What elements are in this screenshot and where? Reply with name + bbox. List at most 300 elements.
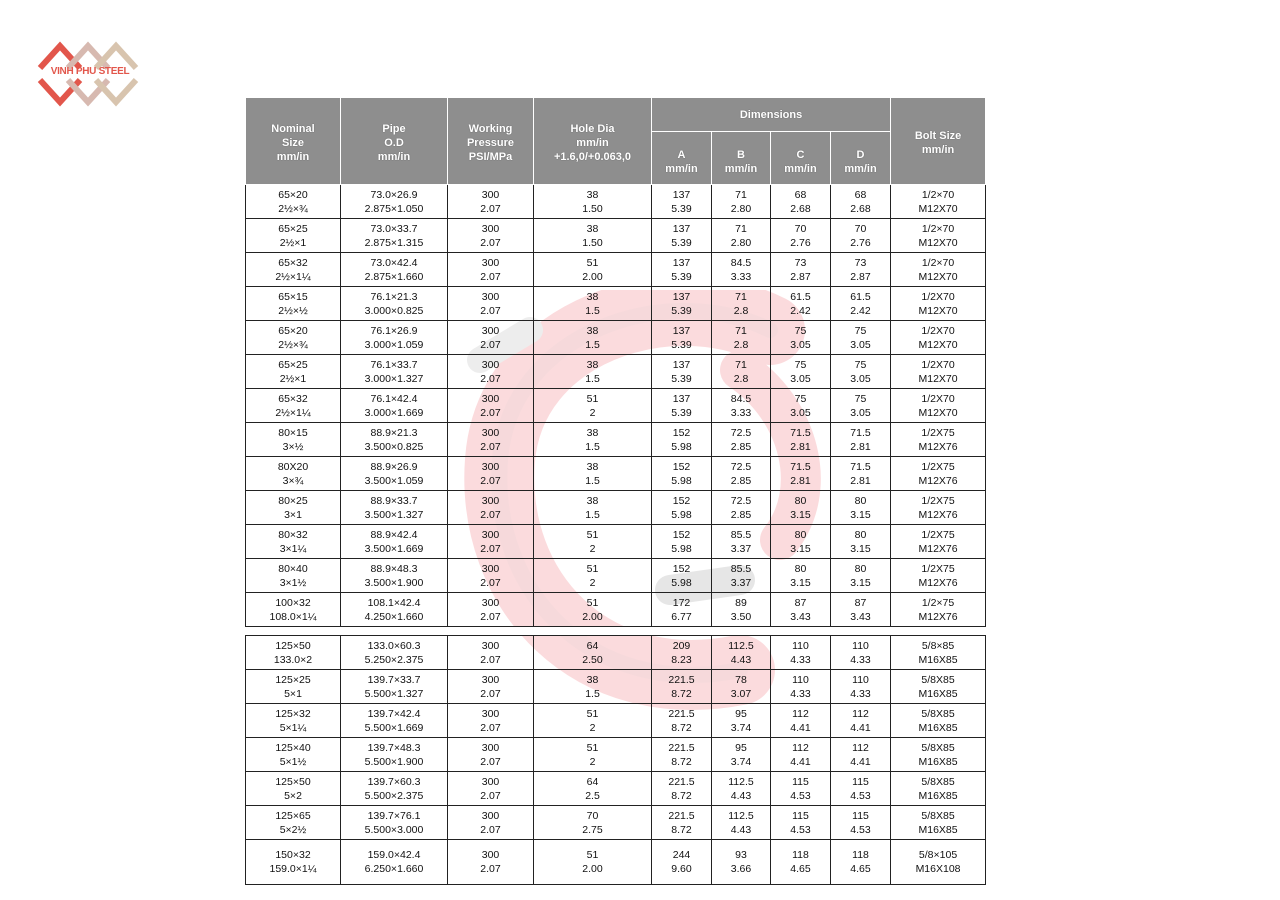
cell-value: 2½×¾ bbox=[278, 202, 308, 215]
cell-value: 2.07 bbox=[480, 474, 501, 487]
cell-value: 2.07 bbox=[480, 863, 501, 875]
cell-value: 4.33 bbox=[790, 687, 811, 700]
cell-value: 2.07 bbox=[480, 372, 501, 385]
cell-c bbox=[771, 772, 831, 806]
cell-value: 2.07 bbox=[480, 338, 501, 351]
cell-d bbox=[831, 738, 891, 772]
cell-value: 5×1¼ bbox=[279, 721, 307, 734]
cell-value: M12X70 bbox=[918, 304, 958, 317]
table-row bbox=[246, 704, 986, 738]
cell-value: 71 bbox=[735, 290, 747, 303]
cell-value: 4.43 bbox=[730, 789, 752, 802]
cell-value: 6.77 bbox=[671, 610, 692, 623]
header-dim-c: C mm/in bbox=[771, 132, 831, 185]
cell-value: 4.53 bbox=[790, 823, 811, 836]
cell-value: 71.5 bbox=[850, 460, 871, 473]
cell-b bbox=[712, 636, 771, 670]
cell-value: 65×32 bbox=[278, 392, 308, 405]
cell-value: 5.500×1.900 bbox=[364, 755, 424, 768]
cell-od bbox=[341, 185, 448, 219]
cell-value: 68 bbox=[854, 188, 867, 201]
cell-nominal bbox=[246, 840, 341, 885]
cell-value: 4.41 bbox=[850, 755, 871, 768]
cell-b bbox=[712, 670, 771, 704]
cell-value: 76.1×21.3 bbox=[370, 290, 418, 303]
cell-hole bbox=[534, 355, 652, 389]
cell-hole bbox=[534, 423, 652, 457]
cell-value: 80X20 bbox=[277, 460, 309, 473]
table-row bbox=[246, 423, 986, 457]
cell-value: 300 bbox=[481, 494, 500, 507]
cell-value: 221.5 bbox=[668, 707, 695, 720]
cell-value: 2.80 bbox=[730, 202, 752, 215]
cell-hole bbox=[534, 457, 652, 491]
cell-value: 3.33 bbox=[730, 270, 752, 283]
cell-value: M12X76 bbox=[918, 542, 958, 555]
cell-value: 76.1×26.9 bbox=[370, 324, 418, 337]
cell-bolt bbox=[891, 840, 986, 885]
cell-value: 3.43 bbox=[850, 610, 871, 623]
cell-value: 38 bbox=[586, 460, 599, 473]
cell-value: 112.5 bbox=[728, 639, 754, 652]
cell-value: 2.87 bbox=[850, 270, 871, 283]
cell-a bbox=[652, 423, 712, 457]
cell-value: 2.75 bbox=[582, 823, 603, 836]
cell-value: M12X76 bbox=[918, 508, 958, 521]
cell-value: 3.000×1.327 bbox=[364, 372, 424, 385]
cell-value: 5.39 bbox=[671, 338, 692, 351]
cell-value: 3.500×1.900 bbox=[364, 576, 424, 589]
cell-od bbox=[341, 389, 448, 423]
cell-c bbox=[771, 389, 831, 423]
cell-value: 78 bbox=[735, 673, 747, 686]
cell-value: 65×15 bbox=[278, 290, 308, 303]
cell-value: 2.68 bbox=[790, 202, 811, 215]
cell-od bbox=[341, 491, 448, 525]
cell-value: 80×32 bbox=[278, 528, 308, 541]
cell-value: 4.41 bbox=[790, 721, 811, 734]
cell-nominal bbox=[246, 321, 341, 355]
cell-value: 5.500×1.327 bbox=[364, 687, 424, 700]
table-row bbox=[246, 738, 986, 772]
cell-value: 221.5 bbox=[668, 809, 695, 822]
cell-b bbox=[712, 389, 771, 423]
cell-value: 300 bbox=[481, 188, 500, 201]
cell-value: 1/2×70 bbox=[921, 222, 955, 235]
spec-table-body bbox=[246, 185, 986, 885]
cell-value: 112 bbox=[852, 741, 869, 754]
cell-value: 5/8X85 bbox=[921, 741, 955, 754]
cell-value: 65×25 bbox=[278, 358, 308, 371]
cell-od bbox=[341, 287, 448, 321]
cell-value: 2.87 bbox=[790, 270, 811, 283]
cell-value: 2.76 bbox=[850, 236, 871, 249]
cell-bolt bbox=[891, 219, 986, 253]
cell-value: 2 bbox=[589, 542, 596, 555]
cell-pressure bbox=[448, 670, 534, 704]
cell-value: 2.07 bbox=[480, 721, 501, 734]
cell-hole bbox=[534, 593, 652, 627]
cell-value: 1/2×70 bbox=[921, 256, 955, 269]
cell-value: 3.33 bbox=[730, 406, 752, 419]
cell-value: 137 bbox=[672, 256, 691, 269]
cell-c bbox=[771, 287, 831, 321]
cell-value: 61.5 bbox=[850, 290, 871, 303]
cell-value: 2.07 bbox=[480, 304, 501, 317]
cell-bolt bbox=[891, 559, 986, 593]
cell-value: 2.80 bbox=[730, 236, 752, 249]
cell-value: 112 bbox=[792, 707, 809, 720]
cell-value: 5/8×85 bbox=[921, 639, 955, 652]
table-row bbox=[246, 491, 986, 525]
cell-nominal bbox=[246, 491, 341, 525]
cell-value: M12X76 bbox=[918, 610, 958, 623]
cell-value: 1/2X70 bbox=[921, 324, 955, 337]
cell-value: 1/2X75 bbox=[921, 528, 955, 541]
cell-hole bbox=[534, 806, 652, 840]
header-dim-d: D mm/in bbox=[831, 132, 891, 185]
cell-value: 8.72 bbox=[671, 755, 692, 768]
cell-value: 4.53 bbox=[790, 789, 811, 802]
cell-value: 5×1 bbox=[284, 687, 302, 700]
cell-value: M12X70 bbox=[918, 270, 958, 283]
cell-value: 8.72 bbox=[671, 721, 692, 734]
cell-value: 2.81 bbox=[790, 474, 811, 487]
cell-d bbox=[831, 840, 891, 885]
cell-value: 38 bbox=[586, 358, 599, 371]
cell-value: 3.05 bbox=[850, 372, 871, 385]
cell-nominal bbox=[246, 457, 341, 491]
cell-value: 72.5 bbox=[730, 494, 752, 507]
header-dim-a: A mm/in bbox=[652, 132, 712, 185]
cell-value: 3×1¼ bbox=[279, 542, 307, 555]
cell-a bbox=[652, 321, 712, 355]
cell-value: 72.5 bbox=[730, 460, 752, 473]
cell-value: 71 bbox=[735, 358, 747, 371]
cell-value: 38 bbox=[586, 426, 599, 439]
header-bolt-size: Bolt Size mm/in bbox=[891, 98, 986, 185]
cell-hole bbox=[534, 389, 652, 423]
cell-value: 71.5 bbox=[850, 426, 871, 439]
cell-value: 4.43 bbox=[730, 653, 752, 666]
cell-bolt bbox=[891, 423, 986, 457]
table-row bbox=[246, 525, 986, 559]
cell-value: 300 bbox=[481, 528, 500, 541]
cell-nominal bbox=[246, 185, 341, 219]
cell-value: 112.5 bbox=[728, 775, 754, 788]
cell-value: 65×25 bbox=[278, 222, 308, 235]
cell-d bbox=[831, 704, 891, 738]
cell-value: 2.07 bbox=[480, 508, 501, 521]
cell-value: 300 bbox=[481, 324, 500, 337]
cell-value: 2.07 bbox=[480, 823, 501, 836]
cell-a bbox=[652, 840, 712, 885]
cell-value: 87 bbox=[794, 596, 807, 609]
cell-value: 3.50 bbox=[730, 610, 752, 623]
cell-value: 1/2X75 bbox=[921, 494, 955, 507]
cell-value: 88.9×33.7 bbox=[370, 494, 418, 507]
cell-value: 3×1 bbox=[284, 508, 302, 521]
cell-value: 51 bbox=[586, 528, 599, 541]
cell-pressure bbox=[448, 806, 534, 840]
cell-c bbox=[771, 491, 831, 525]
cell-d bbox=[831, 253, 891, 287]
cell-value: 38 bbox=[586, 222, 599, 235]
cell-bolt bbox=[891, 772, 986, 806]
cell-value: M12X70 bbox=[918, 202, 958, 215]
cell-value: 85.5 bbox=[730, 562, 752, 575]
table-section-gap bbox=[246, 627, 986, 636]
cell-value: 139.7×33.7 bbox=[367, 673, 421, 686]
cell-value: 4.250×1.660 bbox=[364, 610, 424, 623]
cell-value: 108.1×42.4 bbox=[367, 596, 421, 609]
cell-b bbox=[712, 219, 771, 253]
cell-d bbox=[831, 525, 891, 559]
cell-value: 70 bbox=[854, 222, 867, 235]
cell-value: 2.81 bbox=[790, 440, 811, 453]
cell-value: 2.875×1.660 bbox=[364, 270, 424, 283]
cell-value: 80×15 bbox=[278, 426, 308, 439]
cell-value: 137 bbox=[672, 324, 691, 337]
cell-value: 2.07 bbox=[480, 406, 501, 419]
cell-value: 1.5 bbox=[585, 338, 600, 351]
vinh-phu-steel-logo bbox=[36, 38, 144, 108]
cell-value: 5.98 bbox=[671, 440, 692, 453]
cell-nominal bbox=[246, 559, 341, 593]
cell-hole bbox=[534, 840, 652, 885]
cell-value: 5.500×1.669 bbox=[364, 721, 424, 734]
cell-value: 88.9×48.3 bbox=[370, 562, 418, 575]
cell-value: 112.5 bbox=[728, 809, 754, 822]
cell-b bbox=[712, 704, 771, 738]
cell-value: 51 bbox=[586, 392, 599, 405]
cell-od bbox=[341, 321, 448, 355]
cell-value: M12X70 bbox=[918, 372, 958, 385]
cell-value: 5.39 bbox=[671, 304, 692, 317]
cell-value: 80 bbox=[794, 562, 807, 575]
cell-pressure bbox=[448, 457, 534, 491]
cell-hole bbox=[534, 287, 652, 321]
cell-a bbox=[652, 219, 712, 253]
cell-nominal bbox=[246, 389, 341, 423]
cell-value: 115 bbox=[852, 809, 869, 822]
cell-a bbox=[652, 593, 712, 627]
cell-value: 300 bbox=[481, 290, 500, 303]
cell-value: 4.33 bbox=[850, 687, 871, 700]
cell-a bbox=[652, 389, 712, 423]
cell-value: 2.8 bbox=[733, 338, 749, 351]
cell-value: 80 bbox=[794, 528, 807, 541]
cell-a bbox=[652, 806, 712, 840]
cell-value: 125×50 bbox=[275, 639, 311, 652]
cell-value: 3.05 bbox=[790, 406, 811, 419]
cell-value: 2.07 bbox=[480, 687, 501, 700]
cell-value: 80 bbox=[794, 494, 807, 507]
cell-od bbox=[341, 704, 448, 738]
cell-b bbox=[712, 321, 771, 355]
cell-value: M16X85 bbox=[918, 789, 958, 802]
cell-value: 108.0×1¼ bbox=[269, 610, 317, 623]
cell-hole bbox=[534, 525, 652, 559]
cell-value: 80 bbox=[854, 528, 867, 541]
cell-value: M12X70 bbox=[918, 338, 958, 351]
cell-od bbox=[341, 840, 448, 885]
cell-value: 2.00 bbox=[582, 863, 603, 875]
cell-value: 159.0×42.4 bbox=[367, 849, 421, 861]
cell-bolt bbox=[891, 525, 986, 559]
cell-pressure bbox=[448, 389, 534, 423]
cell-value: 6.250×1.660 bbox=[364, 863, 424, 875]
cell-nominal bbox=[246, 738, 341, 772]
cell-value: 2.85 bbox=[730, 508, 752, 521]
cell-value: 5.98 bbox=[671, 542, 692, 555]
cell-value: 3.66 bbox=[730, 863, 752, 875]
cell-value: 4.41 bbox=[790, 755, 811, 768]
table-row bbox=[246, 559, 986, 593]
cell-c bbox=[771, 738, 831, 772]
cell-value: 3.000×1.059 bbox=[364, 338, 424, 351]
cell-value: 88.9×42.4 bbox=[370, 528, 418, 541]
cell-value: 3.15 bbox=[790, 576, 811, 589]
cell-value: 51 bbox=[586, 741, 599, 754]
cell-value: 115 bbox=[852, 775, 869, 788]
cell-value: 1.5 bbox=[585, 508, 600, 521]
cell-c bbox=[771, 321, 831, 355]
cell-bolt bbox=[891, 670, 986, 704]
cell-c bbox=[771, 423, 831, 457]
cell-b bbox=[712, 423, 771, 457]
cell-value: 8.72 bbox=[671, 823, 692, 836]
cell-b bbox=[712, 738, 771, 772]
cell-value: 221.5 bbox=[668, 673, 695, 686]
cell-value: 2½×1 bbox=[279, 372, 307, 385]
cell-value: 1/2X75 bbox=[921, 460, 955, 473]
table-row bbox=[246, 389, 986, 423]
cell-d bbox=[831, 185, 891, 219]
header-dimensions: Dimensions bbox=[652, 98, 891, 132]
cell-value: 300 bbox=[481, 775, 500, 788]
cell-value: 95 bbox=[735, 707, 747, 720]
cell-nominal bbox=[246, 670, 341, 704]
cell-b bbox=[712, 185, 771, 219]
header-working-pressure: Working Pressure PSI/MPa bbox=[448, 98, 534, 185]
cell-c bbox=[771, 355, 831, 389]
header-hole-dia: Hole Dia mm/in +1.6,0/+0.063,0 bbox=[534, 98, 652, 185]
cell-c bbox=[771, 806, 831, 840]
cell-value: 300 bbox=[481, 849, 500, 861]
cell-value: M16X85 bbox=[918, 653, 958, 666]
cell-value: 2.07 bbox=[480, 202, 501, 215]
cell-value: 3.500×1.669 bbox=[364, 542, 424, 555]
cell-value: 3.05 bbox=[850, 338, 871, 351]
cell-bolt bbox=[891, 491, 986, 525]
cell-od bbox=[341, 772, 448, 806]
cell-a bbox=[652, 253, 712, 287]
cell-value: 51 bbox=[586, 707, 599, 720]
cell-value: 80×25 bbox=[278, 494, 308, 507]
cell-d bbox=[831, 559, 891, 593]
cell-pressure bbox=[448, 772, 534, 806]
cell-value: 100×32 bbox=[275, 596, 311, 609]
cell-pressure bbox=[448, 321, 534, 355]
table-row bbox=[246, 670, 986, 704]
cell-value: M16X85 bbox=[918, 823, 958, 836]
cell-value: 1.5 bbox=[585, 372, 600, 385]
cell-a bbox=[652, 772, 712, 806]
cell-value: 89 bbox=[735, 596, 747, 609]
cell-value: 88.9×21.3 bbox=[370, 426, 418, 439]
cell-value: 70 bbox=[794, 222, 807, 235]
cell-value: 159.0×1¼ bbox=[269, 863, 317, 875]
cell-value: 2.85 bbox=[730, 440, 752, 453]
cell-od bbox=[341, 219, 448, 253]
cell-value: 3.15 bbox=[850, 542, 871, 555]
cell-c bbox=[771, 670, 831, 704]
cell-value: 38 bbox=[586, 673, 599, 686]
cell-nominal bbox=[246, 253, 341, 287]
cell-od bbox=[341, 423, 448, 457]
cell-value: 3.74 bbox=[730, 721, 752, 734]
cell-a bbox=[652, 185, 712, 219]
table-row bbox=[246, 355, 986, 389]
cell-value: 3.05 bbox=[850, 406, 871, 419]
cell-a bbox=[652, 525, 712, 559]
cell-value: 3.500×0.825 bbox=[364, 440, 424, 453]
cell-value: 3.000×0.825 bbox=[364, 304, 424, 317]
cell-a bbox=[652, 491, 712, 525]
cell-value: 84.5 bbox=[730, 256, 752, 269]
cell-value: 137 bbox=[672, 290, 691, 303]
cell-value: 300 bbox=[481, 392, 500, 405]
table-row bbox=[246, 185, 986, 219]
cell-value: 1.50 bbox=[582, 236, 603, 249]
table-row bbox=[246, 636, 986, 670]
table-row bbox=[246, 253, 986, 287]
cell-nominal bbox=[246, 593, 341, 627]
cell-value: 2.8 bbox=[733, 372, 749, 385]
cell-value: 38 bbox=[586, 290, 599, 303]
cell-value: 118 bbox=[792, 849, 809, 861]
cell-value: 139.7×60.3 bbox=[367, 775, 421, 788]
cell-hole bbox=[534, 491, 652, 525]
cell-value: M12X70 bbox=[918, 406, 958, 419]
cell-value: 152 bbox=[672, 562, 691, 575]
cell-value: 3.500×1.059 bbox=[364, 474, 424, 487]
cell-value: 8.72 bbox=[671, 687, 692, 700]
cell-hole bbox=[534, 636, 652, 670]
cell-value: 300 bbox=[481, 741, 500, 754]
cell-value: 93 bbox=[735, 849, 747, 861]
cell-value: 5.98 bbox=[671, 474, 692, 487]
cell-value: 76.1×33.7 bbox=[370, 358, 418, 371]
cell-nominal bbox=[246, 772, 341, 806]
cell-value: 2.8 bbox=[733, 304, 749, 317]
cell-value: 2.68 bbox=[850, 202, 871, 215]
cell-value: 2.00 bbox=[582, 270, 603, 283]
cell-value: 110 bbox=[792, 639, 809, 652]
cell-value: 95 bbox=[735, 741, 747, 754]
cell-value: 4.33 bbox=[850, 653, 871, 666]
cell-value: 3.37 bbox=[730, 542, 752, 555]
cell-value: 5.39 bbox=[671, 202, 692, 215]
cell-d bbox=[831, 457, 891, 491]
cell-c bbox=[771, 457, 831, 491]
table-row bbox=[246, 321, 986, 355]
table-row bbox=[246, 772, 986, 806]
cell-value: 2.42 bbox=[790, 304, 811, 317]
cell-value: 3.07 bbox=[730, 687, 752, 700]
cell-value: 8.23 bbox=[671, 653, 692, 666]
